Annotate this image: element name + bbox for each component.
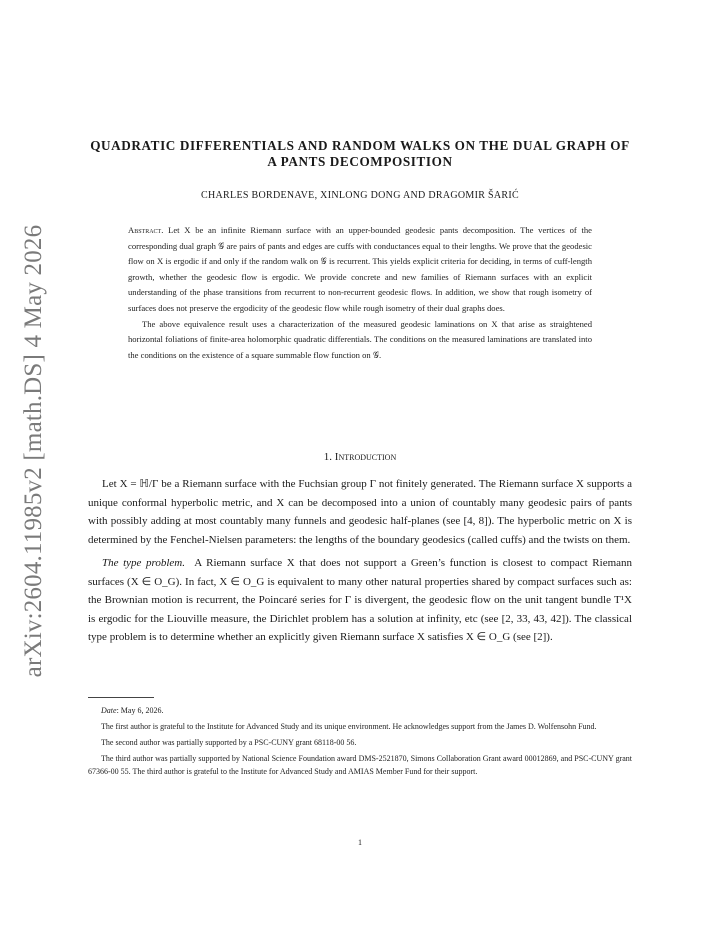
paragraph-lead: The type problem. xyxy=(102,557,185,569)
footnote-3: The third author was partially supported by National Science Foundation award DMS-2521870, Simons Collaboration Grant award 00012869, and PSC-CUNY grant 67366-00 55. The third author is grateful to the Institute for Advanced Study and AMIAS Member Fund for their support. xyxy=(88,754,632,776)
arxiv-id: arXiv:2604.11985v2 [math.DS] 4 May 2026 xyxy=(20,224,47,678)
section-title: Introduction xyxy=(334,451,397,463)
date-label: Date xyxy=(101,706,117,715)
abstract-label: Abstract. xyxy=(128,225,164,235)
footnote-date xyxy=(88,704,632,717)
main-text xyxy=(88,475,632,647)
body-paragraph-2 xyxy=(88,554,632,647)
footnote-1: The first author is grateful to the Institute for Advanced Study and its unique environment. He acknowledges support from the James D. Wolfensohn Fund. xyxy=(101,722,597,731)
arxiv-stamp xyxy=(14,224,54,678)
abstract-paragraph-2: The above equivalence result uses a characterization of the measured geodesic laminations on X that arise as straightened horizontal foliations of finite-area holomorphic quadratic differentials. The conditions on the measured laminations are translated into the conditions on the existence of a square summable flow function on 𝒢. xyxy=(128,318,592,360)
body-paragraph-1: Let X = ℍ/Γ be a Riemann surface with the Fuchsian group Γ not finitely generated. The Riemann surface X supports a unique conformal hyperbolic metric, and X can be decomposed into a union of countably many geodesic pairs of pants with possibly adding at most countably many funnels and geodesic half-planes (see [4, 8]). The hyperbolic metric on X is determined by the Fenchel-Nielsen parameters: the lengths of the boundary geodesics (called cuffs) and the twists on them. xyxy=(88,478,632,546)
section-number: 1. xyxy=(323,451,333,463)
body-text-2: A Riemann surface X that does not support a Green’s function is closest to compact Riemann surfaces (X ∈ O_G). In fact, X ∈ O_G is equivalent to many other natural properties shared by compact surfaces such as: the Brownian motion is recurrent, the Poincaré series for Γ is divergent, the geodesic flow on the unit tangent bundle T¹X is ergodic for the Liouville measure, the Dirichlet problem has a solution at infinity, etc (see [2, 33, 43, 42]). The classical type problem is to determine whether an explicitly given Riemann surface X satisfies X ∈ O_G (see [2]). xyxy=(88,557,633,643)
abstract-paragraph-1 xyxy=(128,223,592,317)
section-heading xyxy=(88,451,632,463)
footnote-rule xyxy=(88,697,154,698)
footnotes xyxy=(88,704,632,781)
abstract-text-1: Let X be an infinite Riemann surface with an upper-bounded geodesic pants decomposition. The vertices of the corresponding dual graph 𝒢 are pairs of pants and edges are cuffs with conductances equal to their lengths. We prove that the geodesic flow on X is ergodic if and only if the random walk on 𝒢 is recurrent. This yields explicit criteria for deciding, in terms of cuff-length growth, whether the geodesic flow is ergodic. We provide concrete and new families of Riemann surfaces with an explicit understanding of the phase transitions from recurrent to non-recurrent geodesic flows. In addition, we show that rough isometry of surfaces does not preserve the ergodicity of the geodesic flow while rough isometry of their dual graphs does. xyxy=(128,225,592,313)
abstract xyxy=(128,223,592,363)
date-value: : May 6, 2026. xyxy=(116,706,164,715)
paper-title: QUADRATIC DIFFERENTIALS AND RANDOM WALKS ON THE DUAL GRAPH OF A PANTS DECOMPOSITION xyxy=(90,138,630,169)
footnote-2: The second author was partially supported by a PSC-CUNY grant 68118-00 56. xyxy=(101,738,357,747)
page-number: 1 xyxy=(358,838,362,847)
paper-authors: CHARLES BORDENAVE, XINLONG DONG AND DRAGOMIR ŠARIĆ xyxy=(201,190,519,201)
